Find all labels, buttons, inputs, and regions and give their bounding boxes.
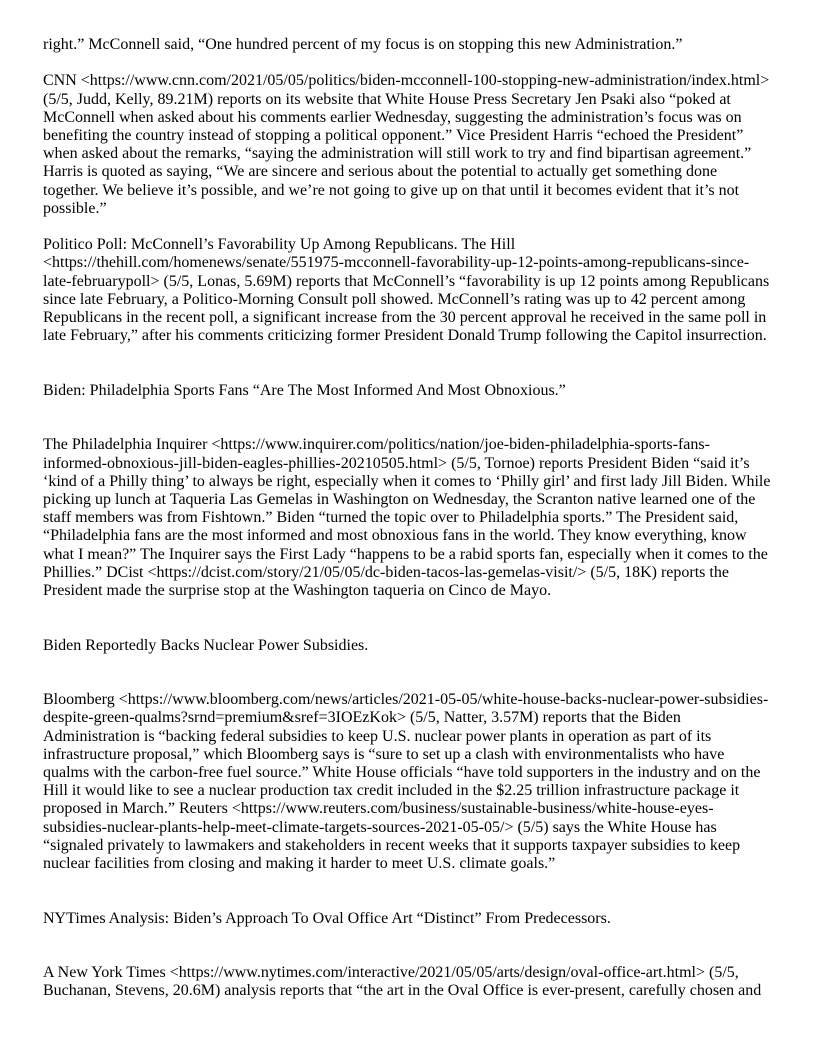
paragraph-philadelphia-inquirer: The Philadelphia Inquirer <https://www.inquirer.com/politics/nation/joe-biden-philadelphia-sports-fans-informed-obnoxious-jill-biden-eagles-phillies-20210505.html> (5/5, Tornoe) reports President Biden “said it’s ‘kind of a Philly thing’ to always be right, especially when it comes to ‘Philly girl’ and first lady Jill Biden. While picking up lunch at Taqueria Las Gemelas in Washington on Wednesday, the Scranton native learned one of the staff members was from Fishtown.” Biden “turned the topic over to Philadelphia sports.” The President said, “Philadelphia fans are the most informed and most obnoxious fans in the world. They know everything, know what I mean?” The Inquirer says the First Lady “happens to be a rabid sports fan, especially when it comes to the Phillies.” DCist <https://dcist.com/story/21/05/05/dc-biden-tacos-las-gemelas-visit/> (5/5, 18K) reports the President made the surprise stop at the Washington taqueria on Cinco de Mayo.	[43, 436, 771, 600]
paragraph-cnn-mcconnell: CNN <https://www.cnn.com/2021/05/05/politics/biden-mcconnell-100-stopping-new-administration/index.html> (5/5, Judd, Kelly, 89.21M) reports on its website that White House Press Secretary Jen Psaki also “poked at McConnell when asked about his comments earlier Wednesday, suggesting the administration’s focus was on benefiting the country instead of stopping a political opponent.” Vice President Harris “echoed the President” when asked about the remarks, “saying the administration will still work to try and find bipartisan agreement.” Harris is quoted as saying, “We are sincere and serious about the potential to actually get something done together. We believe it’s possible, and we’re not going to give up on that until it becomes evident that it’s not possible.”	[43, 72, 770, 217]
paragraph-bloomberg-nuclear: Bloomberg <https://www.bloomberg.com/news/articles/2021-05-05/white-house-backs-nuclear-power-subsidies-despite-green-qualms?srnd=premium&sref=3IOEzKok> (5/5, Natter, 3.57M) reports that the Biden Administration is “backing federal subsidies to keep U.S. nuclear power plants in operation as part of its infrastructure proposal,” which Bloomberg says is “sure to set up a clash with environmentalists who have qualms with the carbon-free fuel source.” White House officials “have told supporters in the industry and on the Hill it would like to see a nuclear production tax credit included in the $2.25 trillion infrastructure package it proposed in March.” Reuters <https://www.reuters.com/business/sustainable-business/white-house-eyes-subsidies-nuclear-plants-help-meet-climate-targets-sources-2021-05-05/> (5/5) says the White House has “signaled privately to lawmakers and stakeholders in recent weeks that it supports taxpayer subsidies to keep nuclear facilities from closing and making it harder to meet U.S. climate goals.”	[43, 691, 769, 873]
section-heading-oval-office-art: NYTimes Analysis: Biden’s Approach To Oval Office Art “Distinct” From Predecessors.	[43, 909, 611, 927]
paragraph-continuation: right.” McConnell said, “One hundred percent of my focus is on stopping this new Administration.”	[43, 36, 683, 53]
section-heading-nuclear-subsidies: Biden Reportedly Backs Nuclear Power Subsidies.	[43, 636, 369, 654]
section-heading-philadelphia-sports: Biden: Philadelphia Sports Fans “Are The Most Informed And Most Obnoxious.”	[43, 381, 566, 399]
paragraph-politico-poll: Politico Poll: McConnell’s Favorability Up Among Republicans. The Hill <https://thehill.com/homenews/senate/551975-mcconnell-favorability-up-12-points-among-republicans-since-late-februarypoll> (5/5, Lonas, 5.69M) reports that McConnell’s “favorability is up 12 points among Republicans since late February, a Politico-Morning Consult poll showed. McConnell’s rating was up to 42 percent among Republicans in the recent poll, a significant increase from the 30 percent approval he received in the same poll in late February,” after his comments criticizing former President Donald Trump following the Capitol insurrection.	[43, 236, 770, 345]
paragraph-nytimes-oval-office: A New York Times <https://www.nytimes.com/interactive/2021/05/05/arts/design/oval-office-art.html> (5/5, Buchanan, Stevens, 20.6M) analysis reports that “the art in the Oval Office is ever-present, carefully chosen and	[43, 964, 762, 1000]
